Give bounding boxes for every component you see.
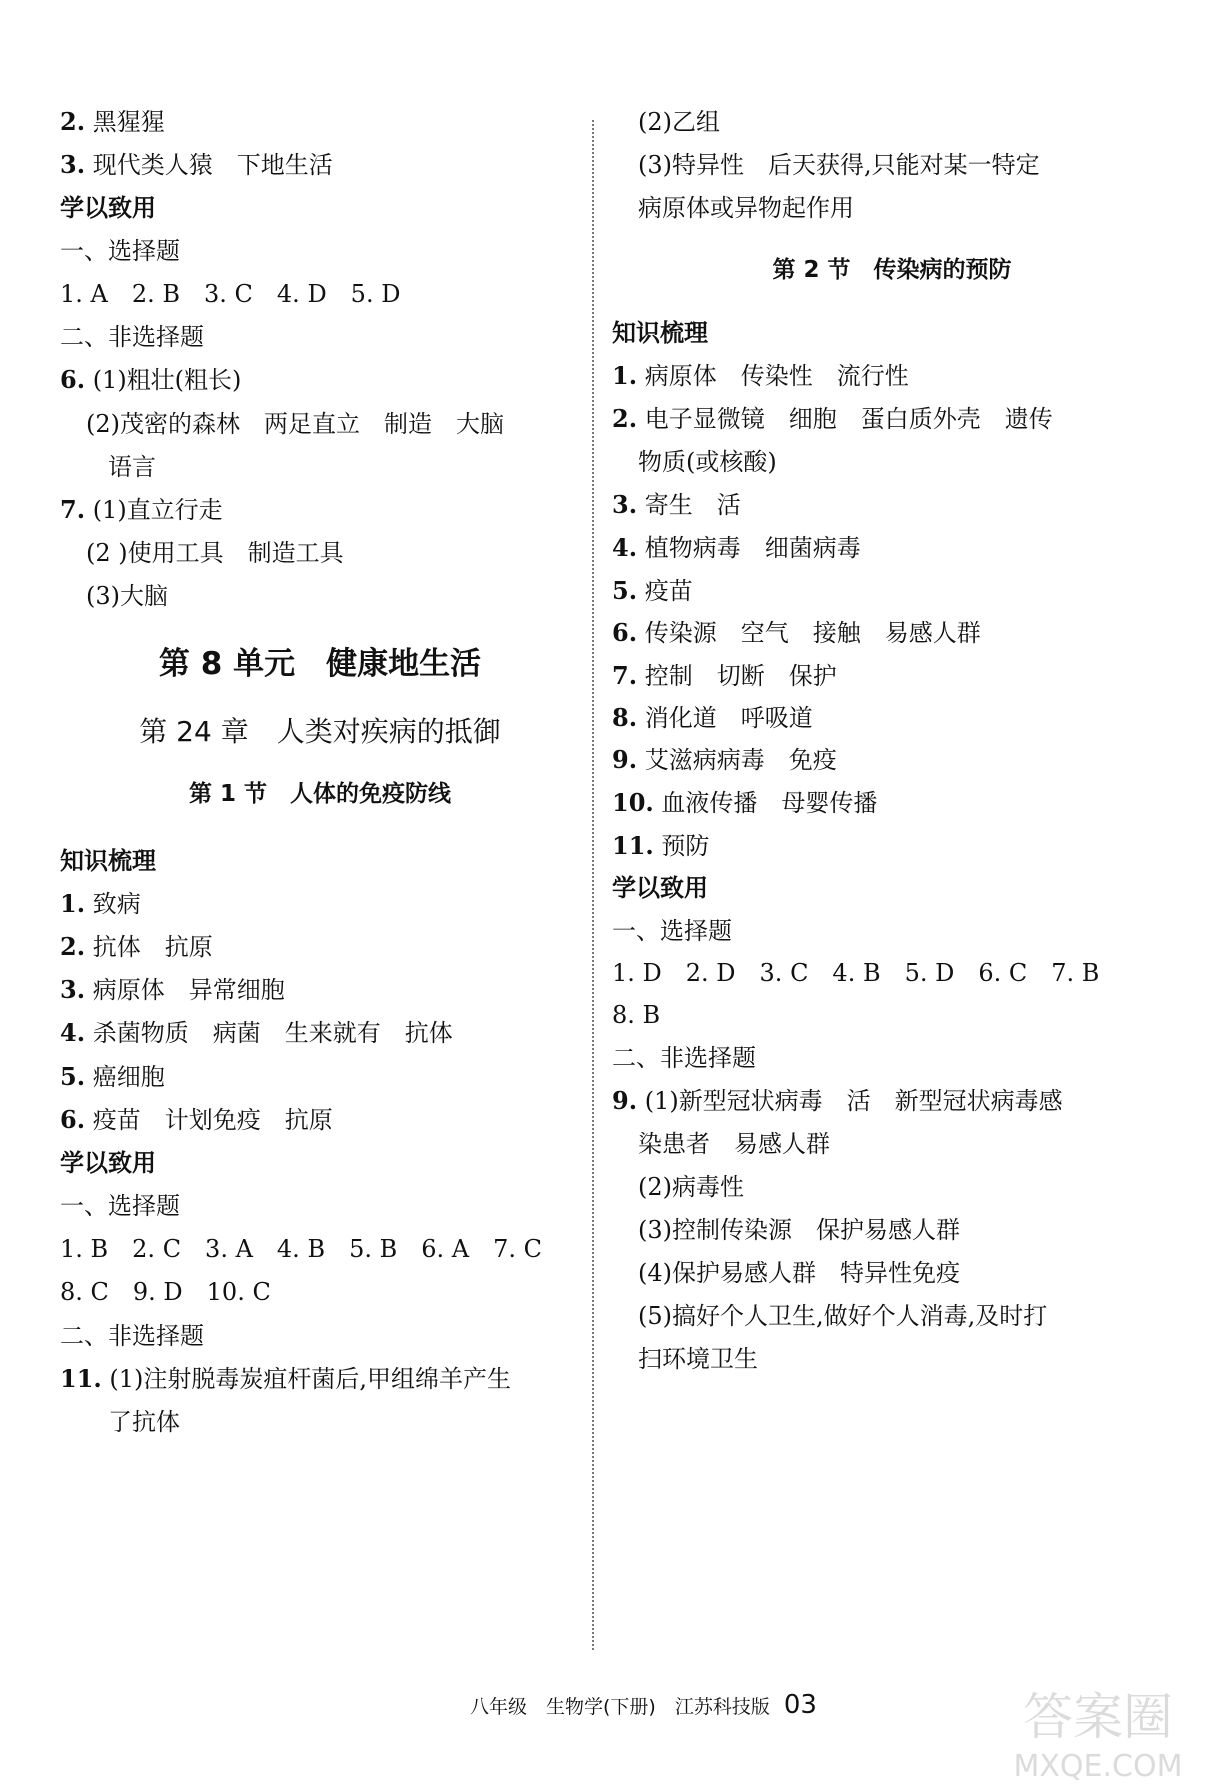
answer-text: 病原体 异常细胞 xyxy=(85,976,285,1004)
answer-line xyxy=(60,1320,204,1352)
answer-text: 8. C 9. D 10. C xyxy=(60,1278,271,1306)
item-number: 2. xyxy=(60,932,86,961)
answer-line xyxy=(612,830,709,862)
section-title: 第 2 节 传染病的预防 xyxy=(772,257,1012,283)
item-number: 5. xyxy=(60,1062,86,1091)
page-footer xyxy=(470,1690,817,1720)
item-number: 8. xyxy=(612,703,638,732)
answer-text: (4)保护易感人群 特异性免疫 xyxy=(638,1259,960,1287)
answer-line xyxy=(612,317,708,349)
answer-line xyxy=(60,106,165,138)
answer-line xyxy=(60,1233,542,1265)
watermark-bottom: MXQE.COM xyxy=(1013,1749,1183,1784)
answer-line xyxy=(638,1300,1047,1332)
answer-text: 预防 xyxy=(653,832,710,860)
answer-text: (2 )使用工具 制造工具 xyxy=(86,539,344,567)
answer-text: (1)粗壮(粗长) xyxy=(85,366,242,394)
answer-text: 黑猩猩 xyxy=(85,108,165,136)
answer-text: 物质(或核酸) xyxy=(638,448,777,476)
answer-line xyxy=(60,1061,165,1093)
answer-line xyxy=(86,580,168,612)
answer-line xyxy=(60,149,333,181)
item-number: 2. xyxy=(612,404,638,433)
answer-line xyxy=(60,321,204,353)
answer-text: 消化道 呼吸道 xyxy=(637,704,813,732)
answer-line xyxy=(60,278,400,310)
answer-line xyxy=(612,1085,1063,1117)
item-number: 7. xyxy=(60,495,86,524)
answer-text: 扫环境卫生 xyxy=(638,1345,758,1373)
answer-text: 一、选择题 xyxy=(612,917,732,945)
answer-text: 二、非选择题 xyxy=(60,323,204,351)
answer-line xyxy=(638,1214,960,1246)
answer-text: 了抗体 xyxy=(108,1408,180,1436)
column-divider xyxy=(592,120,594,1650)
answer-line xyxy=(612,360,909,392)
answer-line xyxy=(60,1017,453,1049)
page-number: 03 xyxy=(783,1690,817,1720)
chapter-title: 第 24 章 人类对疾病的抵御 xyxy=(139,715,501,748)
answer-text: 二、非选择题 xyxy=(60,1322,204,1350)
answer-line xyxy=(638,1171,744,1203)
answer-text: (2)乙组 xyxy=(638,108,720,136)
answer-line xyxy=(612,872,708,904)
answer-line xyxy=(612,702,813,734)
item-number: 2. xyxy=(60,107,86,136)
answer-line xyxy=(638,149,1040,181)
answer-line xyxy=(612,617,981,649)
answer-text: 学以致用 xyxy=(612,874,708,902)
footer-text: 八年级 生物学(下册) 江苏科技版 xyxy=(470,1696,770,1718)
answer-line xyxy=(612,999,660,1031)
item-number: 6. xyxy=(60,1105,86,1134)
answer-line xyxy=(60,1190,180,1222)
answer-text: (3)特异性 后天获得,只能对某一特定 xyxy=(638,151,1040,179)
answer-line xyxy=(60,235,180,267)
answer-line xyxy=(612,575,693,607)
answer-line xyxy=(638,1257,960,1289)
item-number: 4. xyxy=(612,533,638,562)
answer-text: 血液传播 母婴传播 xyxy=(653,789,878,817)
answer-text: 疫苗 xyxy=(637,577,693,605)
answer-text: 传染源 空气 接触 易感人群 xyxy=(637,619,981,647)
answer-text: (1)直立行走 xyxy=(85,496,223,524)
item-number: 9. xyxy=(612,1086,638,1115)
answer-text: (1)注射脱毒炭疽杆菌后,甲组绵羊产生 xyxy=(101,1365,512,1393)
answer-text: 1. D 2. D 3. C 4. B 5. D 6. C 7. B xyxy=(612,959,1100,987)
answer-line xyxy=(612,744,837,776)
answer-text: 艾滋病病毒 免疫 xyxy=(637,746,837,774)
answer-line xyxy=(638,192,854,224)
answer-line xyxy=(86,537,344,569)
item-number: 1. xyxy=(60,889,86,918)
answer-line xyxy=(86,408,504,440)
item-number: 10. xyxy=(612,788,654,817)
answer-text: 1. B 2. C 3. A 4. B 5. B 6. A 7. C xyxy=(60,1235,542,1263)
item-number: 11. xyxy=(60,1364,102,1393)
answer-line xyxy=(638,1128,830,1160)
answer-text: (5)搞好个人卫生,做好个人消毒,及时打 xyxy=(638,1302,1048,1330)
answer-text: 学以致用 xyxy=(60,1149,156,1177)
answer-line xyxy=(612,1042,756,1074)
answer-line xyxy=(612,787,877,819)
answer-line xyxy=(60,931,213,963)
answer-line xyxy=(612,489,741,521)
answer-text: 控制 切断 保护 xyxy=(637,662,837,690)
answer-text: 致病 xyxy=(85,890,141,918)
item-number: 6. xyxy=(60,365,86,394)
item-number: 6. xyxy=(612,618,638,647)
answer-line xyxy=(612,532,861,564)
answer-line xyxy=(108,1406,180,1438)
answer-line xyxy=(612,957,1099,989)
answer-text: 病原体或异物起作用 xyxy=(638,194,854,222)
answer-line xyxy=(60,1104,333,1136)
answer-text: 二、非选择题 xyxy=(612,1044,756,1072)
answer-line xyxy=(638,1343,758,1375)
answer-line xyxy=(60,1363,511,1395)
section-title: 第 1 节 人体的免疫防线 xyxy=(188,781,452,807)
answer-line xyxy=(60,845,156,877)
watermark-top: 答案圈 xyxy=(1023,1688,1173,1746)
answer-text: 知识梳理 xyxy=(612,319,708,347)
item-number: 3. xyxy=(612,490,638,519)
answer-text: 知识梳理 xyxy=(60,847,156,875)
answer-text: 寄生 活 xyxy=(637,491,741,519)
watermark-logo xyxy=(978,1676,1218,1786)
answer-line xyxy=(60,888,141,920)
answer-text: 病原体 传染性 流行性 xyxy=(637,362,909,390)
answer-line xyxy=(108,451,156,483)
answer-line xyxy=(612,915,732,947)
answer-text: 一、选择题 xyxy=(60,237,180,265)
answer-text: (3)控制传染源 保护易感人群 xyxy=(638,1216,960,1244)
item-number: 11. xyxy=(612,831,654,860)
item-number: 3. xyxy=(60,150,86,179)
answer-text: 一、选择题 xyxy=(60,1192,180,1220)
answer-text: 染患者 易感人群 xyxy=(638,1130,830,1158)
answer-text: 电子显微镜 细胞 蛋白质外壳 遗传 xyxy=(637,405,1053,433)
answer-text: 疫苗 计划免疫 抗原 xyxy=(85,1106,333,1134)
answer-line xyxy=(60,1276,271,1308)
answer-line xyxy=(638,446,777,478)
unit-title: 第 8 单元 健康地生活 xyxy=(158,646,482,682)
answer-line xyxy=(60,1147,156,1179)
item-number: 1. xyxy=(612,361,638,390)
answer-line xyxy=(612,403,1053,435)
answer-text: (2)病毒性 xyxy=(638,1173,744,1201)
answer-text: 学以致用 xyxy=(60,194,156,222)
answer-line xyxy=(612,660,837,692)
answer-line xyxy=(60,974,285,1006)
answer-text: (1)新型冠状病毒 活 新型冠状病毒感 xyxy=(637,1087,1063,1115)
answer-text: (2)茂密的森林 两足直立 制造 大脑 xyxy=(86,410,504,438)
item-number: 9. xyxy=(612,745,638,774)
answer-line xyxy=(60,192,156,224)
answer-text: 杀菌物质 病菌 生来就有 抗体 xyxy=(85,1019,453,1047)
answer-line xyxy=(60,364,241,396)
item-number: 4. xyxy=(60,1018,86,1047)
answer-text: 8. B xyxy=(612,1001,661,1029)
answer-line xyxy=(60,494,223,526)
item-number: 5. xyxy=(612,576,638,605)
answer-text: 现代类人猿 下地生活 xyxy=(85,151,333,179)
answer-text: 植物病毒 细菌病毒 xyxy=(637,534,861,562)
answer-text: 抗体 抗原 xyxy=(85,933,213,961)
answer-text: (3)大脑 xyxy=(86,582,168,610)
answer-text: 癌细胞 xyxy=(85,1063,165,1091)
answer-line xyxy=(638,106,720,138)
item-number: 3. xyxy=(60,975,86,1004)
answer-text: 语言 xyxy=(108,453,156,481)
answer-text: 1. A 2. B 3. C 4. D 5. D xyxy=(60,280,401,308)
item-number: 7. xyxy=(612,661,638,690)
